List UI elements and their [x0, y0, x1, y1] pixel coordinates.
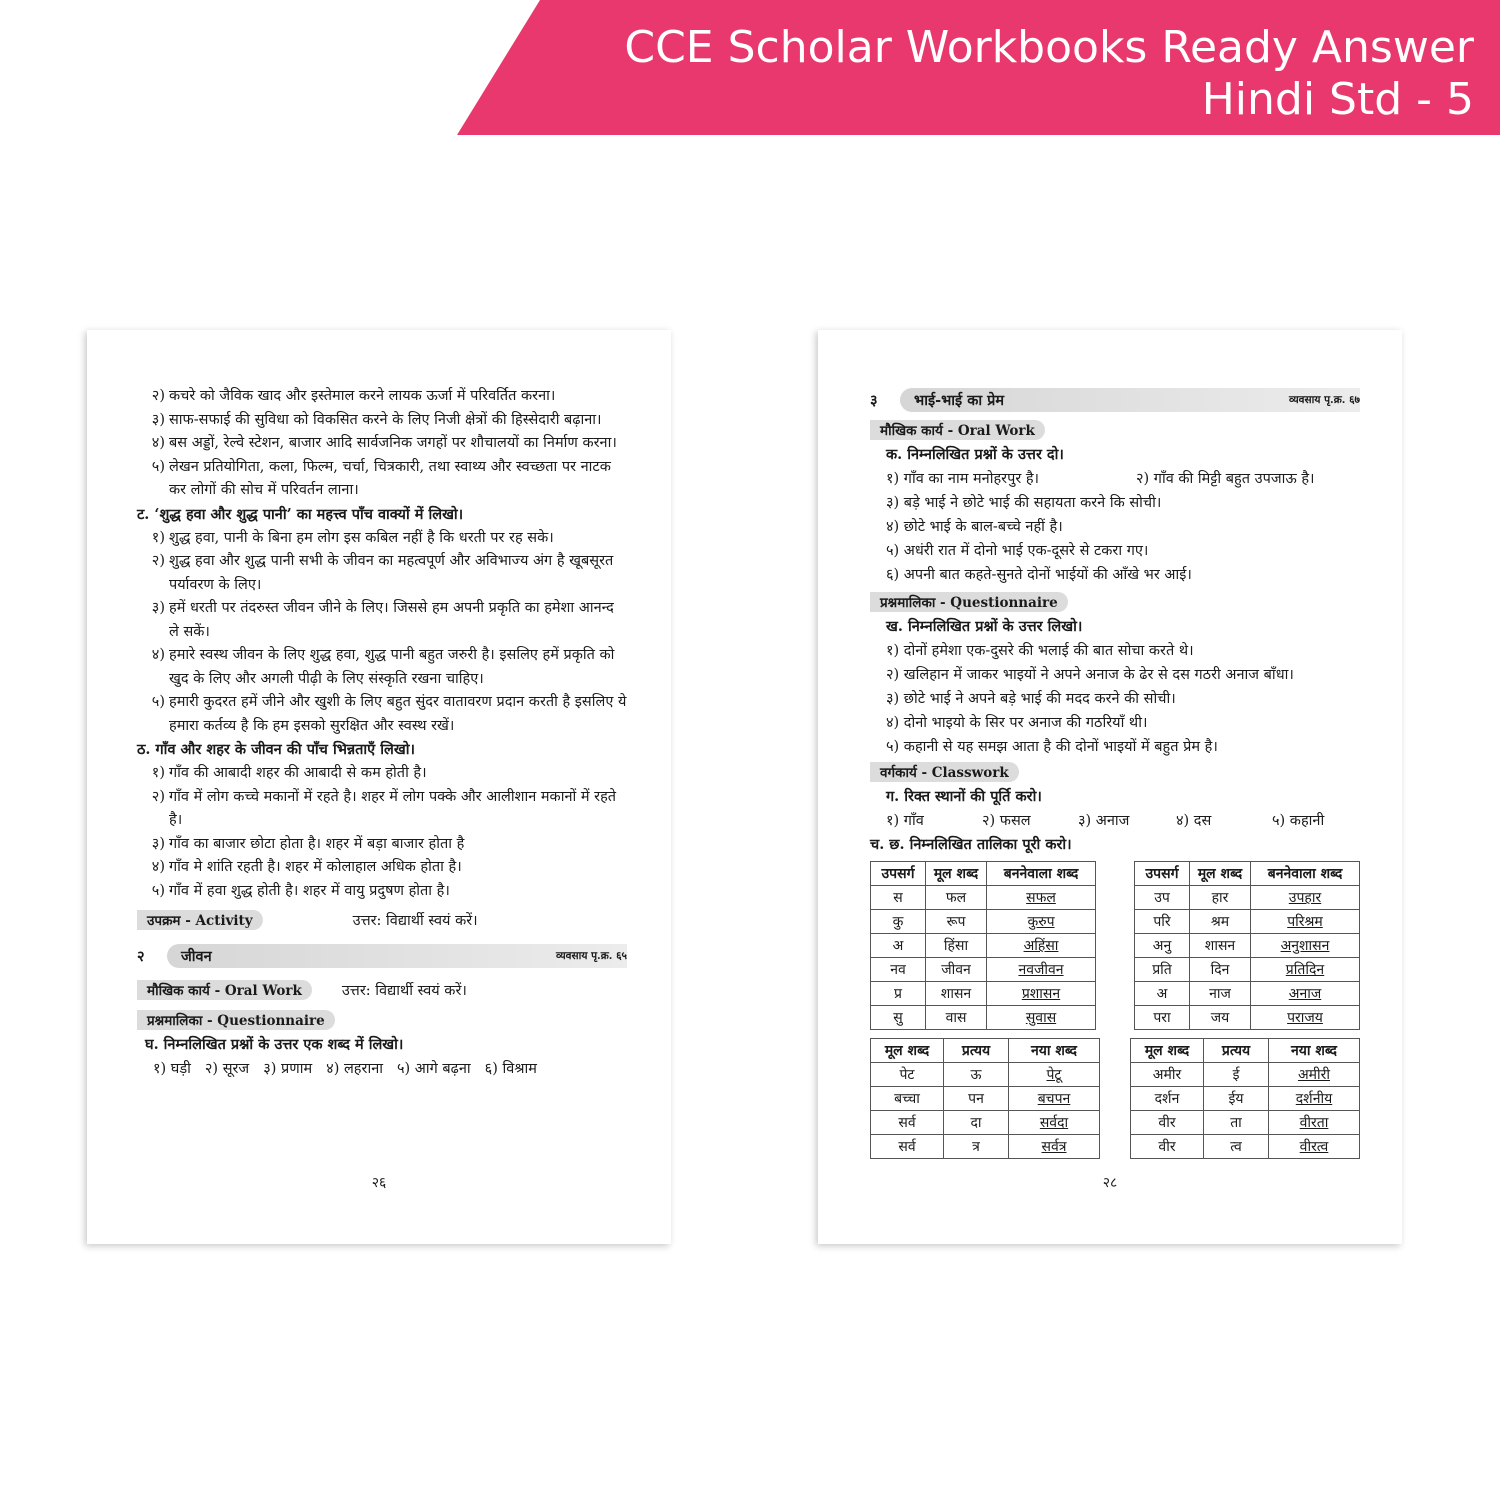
question-th: ठ. गाँव और शहर के जीवन की पाँच भिन्नताएँ लिखो।	[137, 741, 415, 758]
item-number: ३)	[151, 835, 165, 852]
table-cell	[1204, 1063, 1269, 1087]
table-cell	[1190, 958, 1251, 982]
table-cell	[1131, 1063, 1204, 1087]
table-cell	[1269, 1135, 1360, 1159]
table-row	[871, 1087, 1100, 1111]
table-cell	[1135, 910, 1190, 934]
item-text: गाँव मे शांति रहती है। शहर में कोलाहाल अधिक होता है।	[169, 859, 462, 875]
list-item	[137, 786, 627, 833]
oral-work-answer: उत्तर: विद्यार्थी स्वयं करें।	[341, 983, 467, 999]
item-number: ५)	[151, 694, 165, 710]
cell-text: हार	[1211, 890, 1229, 906]
table-row	[871, 958, 1096, 982]
item-number: ४)	[151, 647, 165, 663]
answer-word: अमीरी	[1297, 1067, 1331, 1083]
table-header-row	[1131, 1039, 1360, 1063]
oral-answer: ६) अपनी बात कहते-सुनते दोनों भाईयों की आँखे भर आई।	[886, 567, 1192, 583]
fill-blank-answer: १) गाँव	[886, 813, 924, 829]
cell-text: पन	[968, 1091, 984, 1107]
cell-text: ईय	[1228, 1091, 1244, 1107]
table-cell	[1204, 1111, 1269, 1135]
questionnaire-answer: ४) दोनो भाइयो के सिर पर अनाज की गठरियाँ थी।	[886, 715, 1148, 731]
list-item	[137, 385, 627, 409]
cell-text: जीवन	[941, 962, 971, 978]
table-row	[1135, 1006, 1360, 1030]
suffix-tables	[870, 1038, 1360, 1159]
questionnaire-answer: ५) कहानी से यह समझ आता है की दोनों भाइयों में बहुत प्रेम है।	[886, 739, 1218, 755]
table-row	[871, 982, 1096, 1006]
item-number: १)	[151, 765, 165, 781]
questionnaire-label: प्रश्नमालिका - Questionnaire	[137, 1010, 335, 1030]
list-item	[137, 880, 627, 904]
item-text: गाँव का बाजार छोटा होता है। शहर में बड़ा बाजार होता है	[169, 835, 465, 852]
table-header-cell: मूल शब्द	[871, 1039, 944, 1063]
table-cell	[871, 1111, 944, 1135]
cell-text: नाज	[1209, 986, 1231, 1002]
table-cell	[1135, 934, 1190, 958]
answer-word: सफल	[1026, 890, 1056, 906]
table-cell	[1135, 886, 1190, 910]
table-cell	[1204, 1087, 1269, 1111]
answer-word: अनाज	[1288, 986, 1322, 1002]
oral-work-label: मौखिक कार्य - Oral Work	[870, 420, 1045, 440]
item-number: १)	[151, 529, 165, 546]
table-cell	[944, 1135, 1009, 1159]
banner-line2: Hindi Std - 5	[1201, 74, 1474, 125]
table-cell	[1009, 1087, 1100, 1111]
answer-word: पराजय	[1287, 1010, 1323, 1026]
question-t: ट. ‘शुद्ध हवा और शुद्ध पानी’ का महत्त्व पाँच वाक्यों में लिखो।	[137, 505, 464, 523]
item-number: ३)	[151, 600, 165, 616]
table-cell	[926, 910, 987, 934]
cell-text: जय	[1210, 1010, 1230, 1026]
item-text: हमें धरती पर तंदरुस्त जीवन जीने के लिए। जिससे हम अपनी प्रकृति का हमेशा आनन्द ले सकें।	[169, 600, 614, 640]
answer-word: नवजीवन	[1018, 962, 1064, 978]
question-ch: च. छ. निम्नलिखित तालिका पूरी करो।	[870, 836, 1072, 853]
list-item	[137, 833, 627, 857]
table-cell	[926, 982, 987, 1006]
item-text: लेखन प्रतियोगिता, कला, फिल्म, चर्चा, चित्रकारी, तथा स्वाथ्य और स्वच्छता पर नाटक कर लोगों की सोच में परिवर्तन लाना।	[169, 458, 611, 498]
item-number: ४)	[151, 859, 165, 875]
table-cell	[871, 1135, 944, 1159]
table-header-cell: मूल शब्द	[926, 862, 987, 886]
table-cell	[1009, 1135, 1100, 1159]
fill-blank-answer: २) फसल	[982, 813, 1031, 829]
item-number: ४)	[151, 435, 165, 451]
item-text: गाँव में लोग कच्चे मकानों में रहते है। शहर में लोग पक्के और आलीशान मकानों में रहते है।	[169, 788, 617, 828]
table-row	[871, 1135, 1100, 1159]
right-page	[818, 330, 1402, 1244]
answer-list-2	[137, 527, 627, 739]
table-cell	[871, 982, 926, 1006]
item-number: ३)	[151, 411, 165, 428]
table-header-row	[1135, 862, 1360, 886]
table-cell	[1009, 1111, 1100, 1135]
oral-answer-row	[870, 467, 1360, 491]
cell-text: त्र	[972, 1139, 980, 1155]
cell-text: अ	[892, 938, 904, 954]
oral-answer: ४) छोटे भाई के बाल-बच्चे नहीं है।	[886, 519, 1063, 535]
table-row	[1135, 910, 1360, 934]
right-page-content	[870, 387, 1360, 1159]
table-cell	[987, 982, 1096, 1006]
item-text: बस अड्डों, रेल्वे स्टेशन, बाजार आदि सार्वजनिक जगहों पर शौचालयों का निर्माण करना।	[169, 435, 617, 451]
table-cell	[1251, 958, 1360, 982]
table-cell	[1190, 886, 1251, 910]
page-number: २६	[371, 1175, 387, 1191]
table-cell	[987, 910, 1096, 934]
chapter-number: २	[137, 948, 145, 965]
cell-text: रूप	[946, 914, 966, 930]
chapter-title: जीवन	[167, 944, 627, 968]
cell-text: उप	[1154, 890, 1170, 906]
suffix-table-1	[870, 1038, 1100, 1159]
answer-word: दर्शनीय	[1295, 1091, 1333, 1107]
cell-text: दिन	[1210, 962, 1230, 978]
answer-list-3	[137, 762, 627, 903]
item-number: २)	[151, 553, 165, 569]
table-cell	[1251, 886, 1360, 910]
fill-blank-answer: ४) दस	[1176, 813, 1212, 829]
oral-answer-2: २) गाँव की मिट्टी बहुत उपजाऊ है।	[1136, 471, 1315, 487]
question-kh: ख. निम्नलिखित प्रश्नों के उत्तर लिखो।	[886, 618, 1083, 635]
table-row	[1135, 982, 1360, 1006]
chapter-title: भाई-भाई का प्रेम	[900, 388, 1360, 412]
page-number: २८	[1102, 1175, 1118, 1191]
answer-word: सर्वत्र	[1041, 1139, 1067, 1155]
cell-text: फल	[945, 890, 967, 906]
cell-text: सर्व	[898, 1115, 916, 1131]
table-header-cell: नया शब्द	[1009, 1039, 1100, 1063]
question-g: ग. रिक्त स्थानों की पूर्ति करो।	[886, 788, 1042, 805]
list-item	[137, 409, 627, 433]
banner-title	[624, 22, 1474, 126]
fill-blank-answer: ३) अनाज	[1078, 813, 1130, 829]
table-row	[1131, 1063, 1360, 1087]
table-header-row	[871, 862, 1096, 886]
answer-word: कुरुप	[1027, 914, 1055, 930]
cell-text: परि	[1153, 914, 1171, 930]
cell-text: प्रति	[1152, 962, 1172, 978]
answer-word: प्रशासन	[1021, 986, 1061, 1002]
cell-text: परा	[1153, 1010, 1171, 1026]
question-k: क. निम्नलिखित प्रश्नों के उत्तर दो।	[886, 446, 1064, 463]
table-cell	[1190, 910, 1251, 934]
table-cell	[1251, 934, 1360, 958]
table-cell	[1135, 958, 1190, 982]
table-cell	[1269, 1087, 1360, 1111]
prefix-table-1	[870, 861, 1096, 1030]
table-cell	[871, 1006, 926, 1030]
fill-blank-answer: ५) कहानी	[1272, 813, 1325, 829]
table-row	[1131, 1135, 1360, 1159]
table-row	[871, 1063, 1100, 1087]
one-word-answer: ५) आगे बढ़ना	[397, 1061, 471, 1077]
chapter-ref: व्यवसाय पृ.क्र. ६७	[1289, 394, 1360, 406]
table-header-cell: बननेवाला शब्द	[987, 862, 1096, 886]
table-row	[1135, 958, 1360, 982]
one-word-answer: २) सूरज	[204, 1061, 250, 1077]
table-cell	[1251, 982, 1360, 1006]
table-row	[871, 886, 1096, 910]
list-item	[137, 691, 627, 738]
questionnaire-answer: १) दोनों हमेशा एक-दुसरे की भलाई की बात सोचा करते थे।	[886, 643, 1194, 659]
table-row	[1131, 1087, 1360, 1111]
table-row	[1135, 886, 1360, 910]
answer-word: परिश्रम	[1287, 914, 1323, 930]
cell-text: अनु	[1152, 938, 1172, 954]
oral-answer-list	[870, 491, 1360, 587]
answer-word: उपहार	[1288, 890, 1322, 906]
table-cell	[926, 958, 987, 982]
questionnaire-label: प्रश्नमालिका - Questionnaire	[870, 592, 1068, 612]
chapter-header-2	[137, 943, 627, 969]
table-header-cell: प्रत्यय	[944, 1039, 1009, 1063]
cell-text: शासन	[940, 986, 972, 1002]
questionnaire-answer: २) खलिहान में जाकर भाइयों ने अपने अनाज के ढेर से दस गठरी अनाज बाँधा।	[886, 667, 1294, 683]
item-text: हमारी कुदरत हमें जीने और खुशी के लिए बहुत सुंदर वातावरण प्रदान करती है इसलिए ये हमारा कर्तव्य है कि हम इसको सुरक्षित और स्वस्थ रखें।	[169, 694, 627, 734]
table-cell	[871, 1063, 944, 1087]
cell-text: हिंसा	[943, 938, 969, 954]
item-text: शुद्ध हवा, पानी के बिना हम लोग इस कबिल नहीं है कि धरती पर रह सके।	[169, 529, 554, 546]
question-gh: घ. निम्नलिखित प्रश्नों के उत्तर एक शब्द में लिखो।	[145, 1036, 404, 1053]
table-cell	[871, 886, 926, 910]
cell-text: अमीर	[1152, 1067, 1182, 1083]
table-cell	[1131, 1111, 1204, 1135]
oral-answer: ५) अधंरी रात में दोनो भाई एक-दूसरे से टकरा गए।	[886, 543, 1149, 559]
item-number: २)	[151, 788, 165, 805]
cell-text: प्र	[894, 986, 902, 1002]
table-cell	[1131, 1135, 1204, 1159]
title-banner	[0, 0, 1500, 135]
answer-word: अनुशासन	[1280, 938, 1330, 954]
item-text: कचरे को जैविक खाद और इस्तेमाल करने लायक ऊर्जा में परिवर्तित करना।	[169, 388, 556, 404]
item-text: साफ-सफाई की सुविधा को विकसित करने के लिए निजी क्षेत्रों की हिस्सेदारी बढ़ाना।	[169, 411, 602, 428]
fill-blank-answers	[870, 809, 1360, 833]
cell-text: श्रम	[1210, 914, 1230, 930]
table-cell	[1190, 934, 1251, 958]
cell-text: पेट	[899, 1067, 915, 1083]
table-cell	[1131, 1087, 1204, 1111]
answer-word: वीरत्व	[1299, 1139, 1329, 1155]
table-cell	[987, 886, 1096, 910]
left-page-content	[137, 385, 627, 1081]
one-word-answers	[137, 1057, 627, 1081]
oral-answer: ३) बड़े भाई ने छोटे भाई की सहायता करने कि सोची।	[886, 495, 1162, 511]
table-cell	[1269, 1063, 1360, 1087]
answer-word: सर्वदा	[1039, 1115, 1069, 1131]
table-header-cell: उपसर्ग	[1135, 862, 1190, 886]
item-text: गाँव में हवा शुद्ध होती है। शहर में वायु प्रदुषण होता है।	[169, 882, 450, 899]
left-page	[87, 330, 671, 1244]
table-cell	[987, 934, 1096, 958]
table-cell	[944, 1063, 1009, 1087]
questionnaire-answer: ३) छोटे भाई ने अपने बड़े भाई की मदद करने की सोची।	[886, 691, 1176, 707]
activity-answer: उत्तर: विद्यार्थी स्वयं करें।	[352, 913, 478, 929]
list-item	[137, 856, 627, 880]
suffix-table-2	[1130, 1038, 1360, 1159]
activity-label: उपक्रम - Activity	[137, 910, 263, 930]
table-cell	[871, 958, 926, 982]
answer-word: पेटू	[1046, 1067, 1062, 1083]
table-cell	[944, 1087, 1009, 1111]
table-cell	[987, 958, 1096, 982]
one-word-answer: १) घड़ी	[153, 1061, 191, 1077]
classwork-row	[870, 759, 1360, 785]
cell-text: स	[893, 890, 903, 906]
cell-text: दर्शन	[1154, 1091, 1180, 1107]
answer-word: अहिंसा	[1023, 938, 1059, 954]
cell-text: कु	[892, 914, 904, 930]
table-header-row	[871, 1039, 1100, 1063]
prefix-tables	[870, 861, 1360, 1030]
answer-word: बचपन	[1037, 1091, 1071, 1107]
table-cell	[1135, 982, 1190, 1006]
table-header-cell: उपसर्ग	[871, 862, 926, 886]
table-row	[871, 934, 1096, 958]
one-word-answer: ६) विश्राम	[484, 1061, 537, 1077]
table-row	[871, 1006, 1096, 1030]
item-text: गाँव की आबादी शहर की आबादी से कम होती है।	[169, 765, 427, 781]
item-number: ५)	[151, 882, 165, 899]
table-cell	[1009, 1063, 1100, 1087]
cell-text: वीर	[1158, 1139, 1176, 1155]
list-item	[137, 456, 627, 503]
cell-text: त्व	[1230, 1139, 1242, 1155]
cell-text: वीर	[1158, 1115, 1176, 1131]
cell-text: ऊ	[970, 1067, 982, 1083]
table-cell	[871, 910, 926, 934]
answer-list-1	[137, 385, 627, 503]
table-cell	[1251, 910, 1360, 934]
questionnaire-row	[137, 1007, 627, 1033]
cell-text: वास	[945, 1010, 967, 1026]
cell-text: दा	[970, 1115, 982, 1131]
table-header-cell: मूल शब्द	[1131, 1039, 1204, 1063]
table-cell	[987, 1006, 1096, 1030]
activity-row	[137, 907, 627, 933]
table-cell	[1190, 1006, 1251, 1030]
classwork-label: वर्गकार्य - Classwork	[870, 762, 1019, 782]
chapter-header-3	[870, 387, 1360, 413]
list-item	[137, 762, 627, 786]
list-item	[137, 527, 627, 551]
chapter-ref: व्यवसाय पृ.क्र. ६५	[556, 950, 627, 962]
cell-text: बच्चा	[894, 1091, 920, 1107]
questionnaire-answer-list	[870, 639, 1360, 759]
table-cell	[1190, 982, 1251, 1006]
table-cell	[1251, 1006, 1360, 1030]
cell-text: शासन	[1204, 938, 1236, 954]
table-row	[1135, 934, 1360, 958]
table-cell	[871, 1087, 944, 1111]
chapter-number: ३	[870, 392, 878, 409]
table-cell	[1135, 1006, 1190, 1030]
table-cell	[871, 934, 926, 958]
item-text: हमारे स्वस्थ जीवन के लिए शुद्ध हवा, शुद्ध पानी बहुत जरुरी है। इसलिए हमें प्रकृति को खुद के लिए और अगली पीढ़ी के लिए संस्कृति रखना चाहिए।	[169, 647, 615, 687]
banner-line1: CCE Scholar Workbooks Ready Answer	[624, 22, 1474, 73]
cell-text: अ	[1156, 986, 1168, 1002]
prefix-table-2	[1134, 861, 1360, 1030]
questionnaire-row	[870, 589, 1360, 615]
one-word-answer: ४) लहराना	[326, 1061, 383, 1077]
table-header-cell: बननेवाला शब्द	[1251, 862, 1360, 886]
oral-row	[870, 417, 1360, 443]
table-row	[1131, 1111, 1360, 1135]
table-cell	[926, 886, 987, 910]
table-cell	[1269, 1111, 1360, 1135]
cell-text: सर्व	[898, 1139, 916, 1155]
cell-text: नव	[890, 962, 906, 978]
list-item	[137, 550, 627, 597]
answer-word: प्रतिदिन	[1285, 962, 1325, 978]
oral-work-label: मौखिक कार्य - Oral Work	[137, 980, 312, 1000]
oral-answer-1: १) गाँव का नाम मनोहरपुर है।	[886, 471, 1040, 487]
item-number: ५)	[151, 458, 165, 475]
answer-word: सुवास	[1025, 1010, 1057, 1026]
table-row	[871, 1111, 1100, 1135]
list-item	[137, 432, 627, 456]
cell-text: ता	[1230, 1115, 1242, 1131]
table-row	[871, 910, 1096, 934]
list-item	[137, 597, 627, 644]
cell-text: ई	[1232, 1067, 1240, 1083]
table-cell	[926, 934, 987, 958]
table-header-cell: मूल शब्द	[1190, 862, 1251, 886]
list-item	[137, 644, 627, 691]
item-text: शुद्ध हवा और शुद्ध पानी सभी के जीवन का महत्वपूर्ण और अविभाज्य अंग है खूबसूरत पर्यावरण के लिए।	[169, 553, 614, 593]
table-cell	[926, 1006, 987, 1030]
one-word-answer: ३) प्रणाम	[263, 1061, 313, 1077]
table-cell	[1204, 1135, 1269, 1159]
answer-word: वीरता	[1299, 1115, 1329, 1131]
item-number: २)	[151, 388, 165, 404]
cell-text: सु	[893, 1010, 903, 1026]
table-header-cell: प्रत्यय	[1204, 1039, 1269, 1063]
oral-row	[137, 977, 627, 1003]
table-cell	[944, 1111, 1009, 1135]
table-header-cell: नया शब्द	[1269, 1039, 1360, 1063]
